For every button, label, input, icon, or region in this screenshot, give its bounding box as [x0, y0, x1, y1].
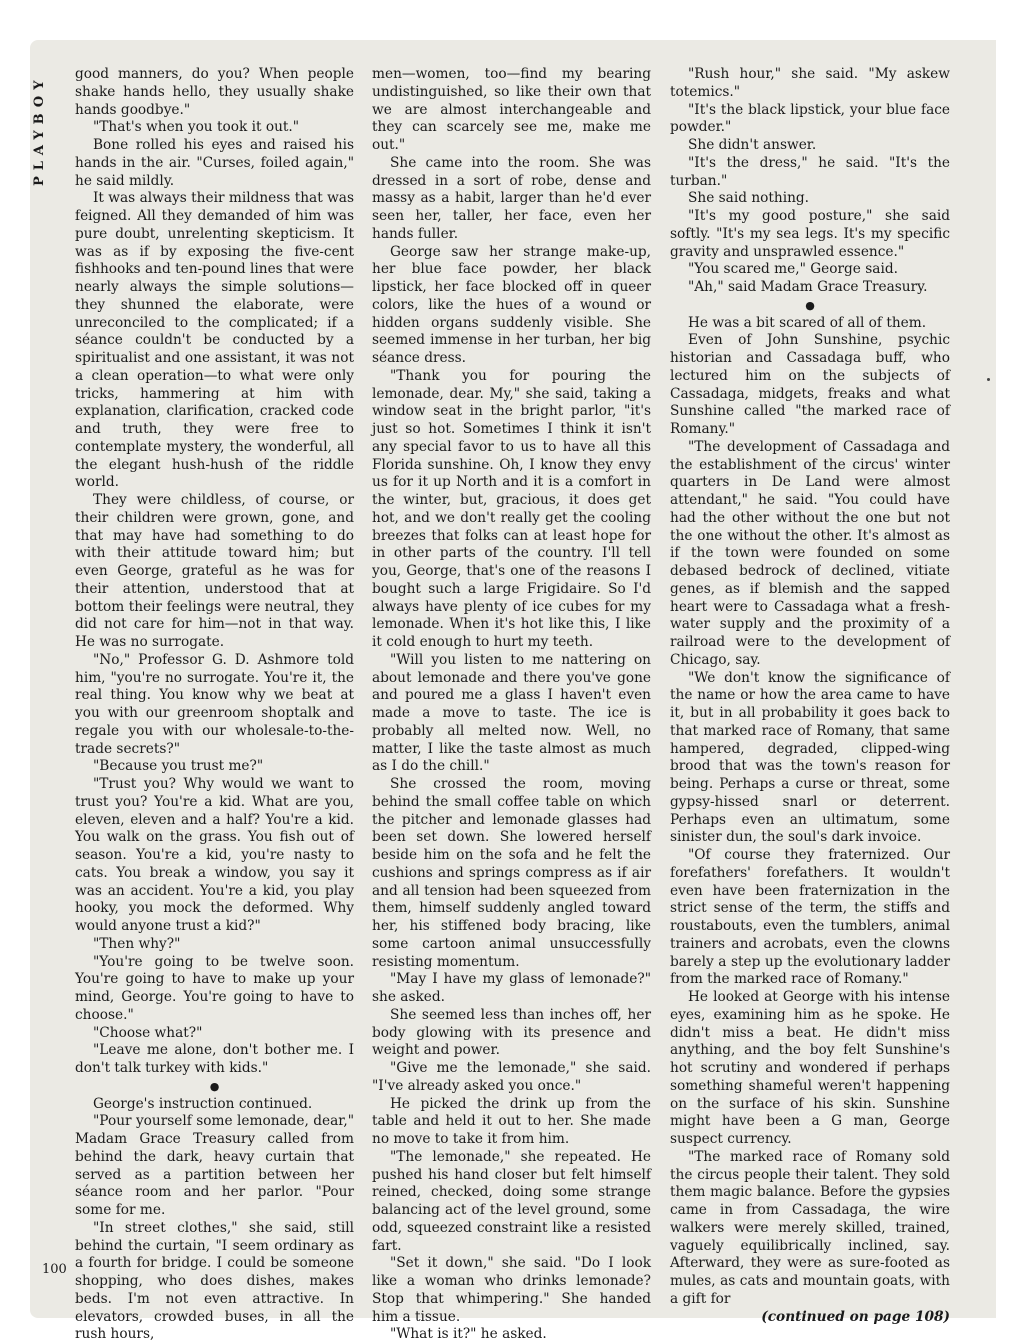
paragraph: "Pour yourself some lemonade, dear," Madam Grace Treasury called from behind the dark, heavy curtain that served as a partition between her séance room and her parlor. "Pour some for me.	[75, 1113, 354, 1218]
paragraph: "Of course they fraternized. Our forefathers' forefathers. It wouldn't even have been fraternization in the strict sense of the term, the stiffs and roustabouts, even the tumblers, animal trainers and acrobats, even the clowns barely a step up the evolutionary ladder from the marked race of Romany."	[670, 847, 950, 988]
paragraph: He was a bit scared of all of them.	[688, 314, 927, 331]
paragraph: "We don't know the significance of the name or how the area came to have it, but in all probability it goes back to that marked race of Romany, that same hampered, degraded, clipped-wing brood that was the town's reason for being. Perhaps a curse or threat, some gypsy-hissed snarl or deterrent. Perhaps even an ultimatum, some sinister dun, the soul's dark invoice.	[670, 669, 950, 846]
paragraph: "Ah," said Madam Grace Treasury.	[688, 279, 928, 295]
paragraph: "It's my good posture," she said softly. "It's my sea legs. It's my specific gravity and unsprawled essence."	[670, 208, 950, 260]
section-ornament: ●	[209, 1079, 220, 1093]
paragraph: "The development of Cassadaga and the establishment of the circus' winter quarters in De Land were almost attendant," he said. "You could have had the other without the one but not the one without the other. It's almost as if the town were founded on some debased bedrock of declined, vitiate genes, as if blemish and the sapped heart were to Cassadaga what a fresh-water supply and the proximity of a railroad were to the development of Chicago, say.	[670, 438, 950, 668]
section-ornament: ●	[805, 298, 815, 312]
paragraph: "That's when you took it out."	[93, 119, 300, 136]
paragraph: "It's the dress," he said. "It's the turban."	[670, 154, 950, 189]
paragraph: men—women, too—find my bearing undistinguished, so like their own that we are almost interchangeable and they can scarcely see me, make me out."	[372, 66, 651, 153]
paragraph: "Set it down," she said. "Do I look like a woman who drinks lemonade? Stop that whimpering." She handed him a tissue.	[372, 1255, 651, 1325]
paragraph: "You scared me," George said.	[688, 261, 898, 278]
page-number: 100	[42, 1262, 67, 1277]
paragraph: She came into the room. She was dressed in a sort of robe, dense and massy as a habit, larger than he'd ever seen her, taller, her face, even her hands fuller.	[372, 154, 651, 242]
paragraph: She crossed the room, moving behind the small coffee table on which the pitcher and lemonade glasses had been set down. She lowered herself beside him on the sofa and he felt the cushions and springs compress as if air and all tension had been squeezed from them, himself suddenly angled toward her, his stiffened body bracing, like some cartoon animal unsuccessfully resisting momentum.	[372, 776, 651, 970]
paragraph: Even of John Sunshine, psychic historian and Cassadaga buff, who lectured him on the subjects of Cassadaga, midgets, freaks and what Sunshine called "the marked race of Romany."	[670, 332, 950, 437]
paragraph: She didn't answer.	[688, 137, 817, 153]
paragraph: good manners, do you? When people shake hands hello, they usually shake hands goodbye."	[75, 66, 354, 118]
paragraph: "The lemonade," she repeated. He pushed his hand closer but felt himself reined, checked, doing some strange balancing act of the level ground, some odd, squeezed constraint like a resisted fart.	[372, 1148, 651, 1254]
paragraph: "Then why?"	[93, 935, 181, 952]
print-speck	[987, 378, 990, 381]
paragraph: "It's the black lipstick, your blue face powder."	[670, 101, 950, 136]
paragraph: She seemed less than inches off, her body glowing with its presence and weight and power.	[372, 1006, 651, 1059]
paragraph: "In street clothes," she said, still behind the curtain, "I seem ordinary as a fourth for bridge. I could be someone shopping, who does dishes, makes beds. I'm not even attractive. In elevators, crowded buses, in all the rush hours,	[75, 1219, 354, 1343]
paragraph: "What is it?" he asked.	[390, 1326, 547, 1343]
paragraph: "No," Professor G. D. Ashmore told him, "you're no surrogate. You're it, the real thing. You know why we beat at you with our greenroom shoptalk and regale you with our wholesale-to-the-trade secrets?"	[75, 651, 354, 757]
paragraph: "Leave me alone, don't bother me. I don't talk turkey with kids."	[75, 1042, 354, 1076]
paragraph: "Rush hour," she said. "My askew totemics."	[670, 66, 950, 100]
paragraph: George's instruction continued.	[93, 1095, 313, 1112]
text-column-3	[670, 66, 950, 1326]
paragraph: "Choose what?"	[93, 1024, 203, 1041]
paragraph: It was always their mildness that was feigned. All they demanded of him was pure doubt, unrelenting skepticism. It was as if by exposing the five-cent fishhooks and ten-pound lines that were nearly always the simple solutions—they shunned the elaborate, were unreconciled to the complicated; if a séance couldn't be conducted by a spiritualist and one assistant, it was not a clean operation—to what were only tricks, hammering at him with explanation, clarification, cracked code and truth, they were free to contemplate mystery, the wonderful, all the elegant hush-hush of the riddle world.	[75, 190, 354, 491]
paragraph: "You're going to be twelve soon. You're going to have to make up your mind, George. You're going to have to choose."	[75, 953, 354, 1023]
paragraph: "Thank you for pouring the lemonade, dear. My," she said, taking a window seat in the bright parlor, "it's just so hot. Sometimes I think it isn't any special favor to us to have all this Florida sunshine. Oh, I know they envy us for it up North and it is a comfort in the winter, but, gracious, it does get hot, and we don't really get the cooling breezes that folks can at least hope for in other parts of the country. I'll tell you, George, that's one of the reasons I bought such a large Frigidaire. So I'd always have plenty of ice cubes for my lemonade. When it's hot like this, I like it cold enough to hurt my teeth.	[372, 367, 651, 650]
magazine-logo: PLAYBOY	[32, 74, 47, 186]
paragraph: She said nothing.	[688, 190, 809, 207]
paragraph: "Will you listen to me nattering on about lemonade and there you've gone and poured me a glass I haven't even made a move to taste. The ice is probably all melted now. Well, no matter, I like the taste almost as much as I do the chill."	[372, 651, 651, 775]
text-column-1	[75, 66, 354, 1344]
paragraph: "Give me the lemonade," she said. "I've already asked you once."	[372, 1060, 651, 1094]
paragraph: Bone rolled his eyes and raised his hands in the air. "Curses, foiled again," he said mildly.	[75, 137, 354, 189]
paragraph: "The marked race of Romany sold the circus people their talent. They sold them magic balance. Before the gypsies came in from Cassadaga, the wire walkers were merely skilled, trained, vaguely equilibrically inclined, say. Afterward, they were as sure-footed as mules, as cats and mountain goats, with a gift for	[670, 1148, 950, 1307]
paragraph: They were childless, of course, or their children were grown, gone, and that may have had something to do with their attitude toward him; but even George, grateful as he was for their attention, understood that at bottom their feelings were neutral, they did not care for him—not in that way. He was no surrogate.	[75, 492, 354, 650]
paragraph: He looked at George with his intense eyes, examining him as he spoke. He didn't miss a beat. He didn't miss anything, and the boy felt Sunshine's hot scrutiny and wondered if perhaps something shameful weren't happening on the surface of his skin. Sunshine might have been a G man, George suspect currency.	[670, 989, 950, 1147]
paragraph: "Because you trust me?"	[93, 758, 264, 775]
text-column-2	[372, 66, 651, 1344]
paragraph: "Trust you? Why would we want to trust you? You're a kid. What are you, eleven, eleven and a half? You're a kid. You walk on the grass. You fish out of season. You're a kid, you're nasty to cats. You break a window, you say it was an accident. You're a kid, you play hooky, you mock the deformed. Why would anyone trust a kid?"	[75, 776, 354, 934]
paragraph: He picked the drink up from the table and held it out to her. She made no move to take it from him.	[372, 1095, 651, 1147]
paragraph: George saw her strange make-up, her blue face powder, her black lipstick, her face blocked off in queer colors, like the hues of a wound or hidden organs suddenly visible. She seemed immense in her turban, her big séance dress.	[372, 243, 651, 366]
paragraph: "May I have my glass of lemonade?" she asked.	[372, 971, 651, 1005]
continued-note: (continued on page 108)	[761, 1308, 950, 1325]
